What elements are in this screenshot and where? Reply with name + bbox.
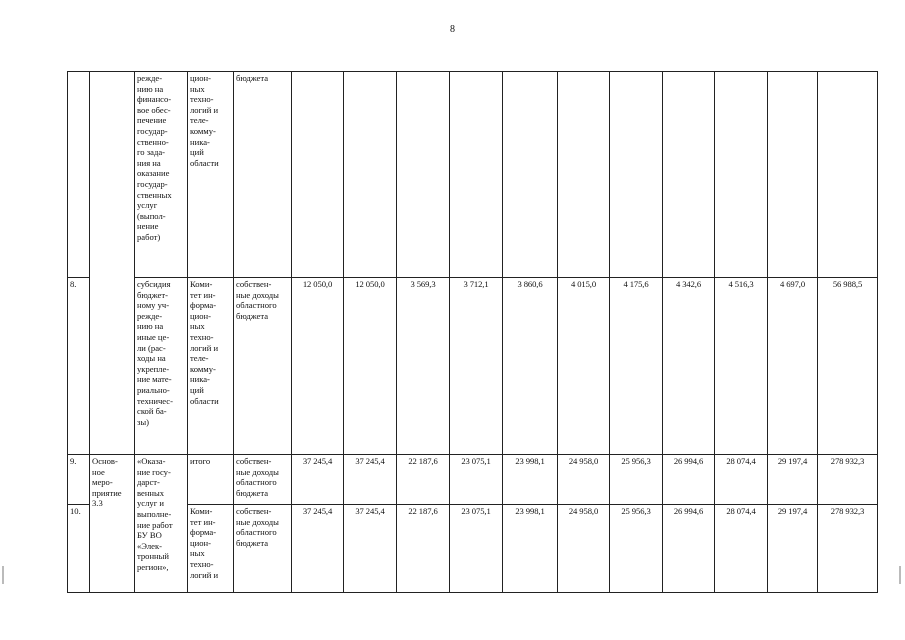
text-line: цион- — [190, 73, 211, 83]
row-number-cell: 8. — [68, 278, 90, 455]
text-line: печение — [137, 115, 167, 126]
text-line: ное — [92, 466, 105, 477]
text-line: финансо- — [137, 94, 172, 105]
text-line: ственно- — [137, 136, 169, 147]
description-cell — [135, 72, 188, 278]
text-line: бюджета — [236, 73, 269, 83]
text-line: ные доходы — [236, 516, 279, 527]
text-line: приятие — [92, 487, 122, 498]
text-line: ных — [190, 548, 205, 559]
executor-cell — [188, 72, 234, 278]
text-line: ных — [190, 321, 205, 332]
text-line: вое обес- — [137, 104, 171, 115]
text-lines — [236, 73, 289, 84]
text-line: тет ин- — [190, 289, 216, 300]
value-cell: 3 860,6 — [503, 278, 558, 455]
description-cell — [135, 278, 188, 455]
scan-margin-mark — [2, 566, 4, 584]
value-cell: 28 074,4 — [715, 505, 768, 593]
value-cell: 37 245,4 — [344, 455, 397, 505]
text-line: цион- — [190, 310, 211, 321]
text-line: «Элек- — [137, 540, 162, 551]
text-lines — [190, 73, 231, 168]
text-lines — [137, 279, 185, 427]
value-cell: 4 175,6 — [610, 278, 663, 455]
text-line: услуг — [137, 200, 158, 211]
text-lines — [137, 73, 185, 243]
row-number-cell: 10. — [68, 505, 90, 593]
text-lines — [236, 506, 289, 548]
text-line: форма- — [190, 527, 217, 538]
text-line: Коми- — [190, 506, 213, 516]
value-cell: 37 245,4 — [292, 505, 344, 593]
text-line: комму- — [190, 125, 216, 136]
text-line: ние мате- — [137, 374, 172, 385]
text-lines — [190, 456, 231, 467]
text-line: техно- — [190, 558, 214, 569]
value-cell: 23 998,1 — [503, 505, 558, 593]
text-line: техничес- — [137, 395, 173, 406]
page-number: 8 — [450, 24, 455, 35]
table-row — [68, 455, 878, 505]
text-line: дарст- — [137, 477, 160, 488]
text-line: техно- — [190, 331, 214, 342]
source-cell — [234, 505, 292, 593]
text-line: нию на — [137, 83, 164, 94]
text-line: ние работ — [137, 519, 173, 530]
text-line: выполне- — [137, 508, 172, 519]
text-line: нию на — [137, 321, 164, 332]
text-line: ций — [190, 147, 204, 158]
text-line: ника- — [190, 374, 210, 385]
executor-cell — [188, 455, 234, 505]
value-cell — [292, 72, 344, 278]
text-line: режде- — [137, 73, 163, 83]
text-line: цион- — [190, 537, 211, 548]
value-cell: 29 197,4 — [768, 505, 818, 593]
row-number-cell: 9. — [68, 455, 90, 505]
text-line: ли (рас- — [137, 342, 166, 353]
text-line: областного — [236, 527, 277, 538]
value-cell — [715, 72, 768, 278]
text-lines — [190, 279, 231, 406]
text-line: бюджета — [236, 310, 269, 321]
value-cell — [610, 72, 663, 278]
row-number-cell — [68, 72, 90, 278]
value-cell: 56 988,5 — [818, 278, 878, 455]
value-cell: 25 956,3 — [610, 455, 663, 505]
budget-table — [67, 71, 878, 593]
text-line: ственных — [137, 189, 172, 200]
text-line: (выпол- — [137, 210, 166, 221]
text-line: логий и — [190, 104, 219, 115]
value-cell: 28 074,4 — [715, 455, 768, 505]
text-line: ные доходы — [236, 289, 279, 300]
text-line: государ- — [137, 178, 168, 189]
text-line: областного — [236, 477, 277, 488]
text-line: ному уч- — [137, 300, 170, 311]
value-cell: 278 932,3 — [818, 505, 878, 593]
text-line: форма- — [190, 300, 217, 311]
value-cell — [344, 72, 397, 278]
text-line: логий и — [190, 569, 219, 580]
value-cell: 278 932,3 — [818, 455, 878, 505]
text-line: собствен- — [236, 456, 272, 466]
event-cell — [90, 72, 135, 455]
text-line: ций — [190, 384, 204, 395]
value-cell — [450, 72, 503, 278]
text-line: теле- — [190, 353, 209, 364]
text-line: режде- — [137, 310, 163, 321]
source-cell — [234, 72, 292, 278]
text-line: теле- — [190, 115, 209, 126]
value-cell: 25 956,3 — [610, 505, 663, 593]
text-line: го зада- — [137, 147, 166, 158]
text-line: области — [190, 395, 219, 406]
value-cell: 3 712,1 — [450, 278, 503, 455]
text-line: услуг и — [137, 498, 164, 509]
text-lines — [190, 506, 231, 580]
text-line: «Оказа- — [137, 456, 166, 466]
text-line: собствен- — [236, 279, 272, 289]
text-line: БУ ВО — [137, 530, 162, 541]
text-line: тронный — [137, 551, 170, 562]
text-line: регион», — [137, 561, 169, 572]
value-cell: 37 245,4 — [344, 505, 397, 593]
value-cell — [663, 72, 715, 278]
value-cell: 23 075,1 — [450, 455, 503, 505]
text-line: тет ин- — [190, 516, 216, 527]
executor-cell — [188, 505, 234, 593]
value-cell: 22 187,6 — [397, 505, 450, 593]
value-cell: 12 050,0 — [344, 278, 397, 455]
text-line: ние госу- — [137, 466, 171, 477]
value-cell: 24 958,0 — [558, 455, 610, 505]
value-cell: 37 245,4 — [292, 455, 344, 505]
value-cell: 3 569,3 — [397, 278, 450, 455]
value-cell — [503, 72, 558, 278]
text-line: областного — [236, 300, 277, 311]
value-cell: 22 187,6 — [397, 455, 450, 505]
value-cell: 4 342,6 — [663, 278, 715, 455]
text-line: нение — [137, 221, 159, 232]
source-cell — [234, 455, 292, 505]
text-line: укрепле- — [137, 363, 170, 374]
text-line: государ- — [137, 125, 168, 136]
source-cell — [234, 278, 292, 455]
value-cell — [397, 72, 450, 278]
text-lines — [236, 456, 289, 498]
value-cell: 24 958,0 — [558, 505, 610, 593]
value-cell — [818, 72, 878, 278]
text-line: техно- — [190, 94, 214, 105]
text-lines — [92, 456, 132, 509]
value-cell: 4 015,0 — [558, 278, 610, 455]
text-line: работ) — [137, 231, 161, 242]
text-line: ходы на — [137, 353, 166, 364]
value-cell: 26 994,6 — [663, 455, 715, 505]
text-line: оказание — [137, 168, 170, 179]
event-cell — [90, 455, 135, 593]
text-line: ные доходы — [236, 466, 279, 477]
text-line: логий и — [190, 342, 219, 353]
text-line: 3.3 — [92, 498, 103, 509]
value-cell: 12 050,0 — [292, 278, 344, 455]
text-line: бюджета — [236, 537, 269, 548]
text-line: бюджета — [236, 487, 269, 498]
value-cell — [558, 72, 610, 278]
value-cell: 4 516,3 — [715, 278, 768, 455]
table-row — [68, 505, 878, 593]
text-line: венных — [137, 487, 165, 498]
value-cell — [768, 72, 818, 278]
value-cell: 4 697,0 — [768, 278, 818, 455]
table-row — [68, 278, 878, 455]
description-cell — [135, 455, 188, 593]
text-line: субсидия — [137, 279, 171, 289]
text-line: иные це- — [137, 331, 170, 342]
text-line: риально- — [137, 384, 170, 395]
text-lines — [236, 279, 289, 321]
executor-cell — [188, 278, 234, 455]
text-line: комму- — [190, 363, 216, 374]
text-line: собствен- — [236, 506, 272, 516]
text-line: Коми- — [190, 279, 213, 289]
text-line: бюджет- — [137, 289, 168, 300]
table-row — [68, 72, 878, 278]
text-line: меро- — [92, 477, 113, 488]
text-line: ных — [190, 83, 205, 94]
text-line: ния на — [137, 157, 161, 168]
text-line: итого — [190, 456, 211, 466]
value-cell: 23 998,1 — [503, 455, 558, 505]
text-lines — [137, 456, 185, 573]
text-line: ника- — [190, 136, 210, 147]
text-line: Основ- — [92, 456, 118, 466]
text-line: зы) — [137, 416, 150, 427]
text-line: ской ба- — [137, 406, 167, 417]
scan-margin-mark — [899, 566, 901, 584]
value-cell: 29 197,4 — [768, 455, 818, 505]
value-cell: 23 075,1 — [450, 505, 503, 593]
text-line: области — [190, 157, 219, 168]
value-cell: 26 994,6 — [663, 505, 715, 593]
